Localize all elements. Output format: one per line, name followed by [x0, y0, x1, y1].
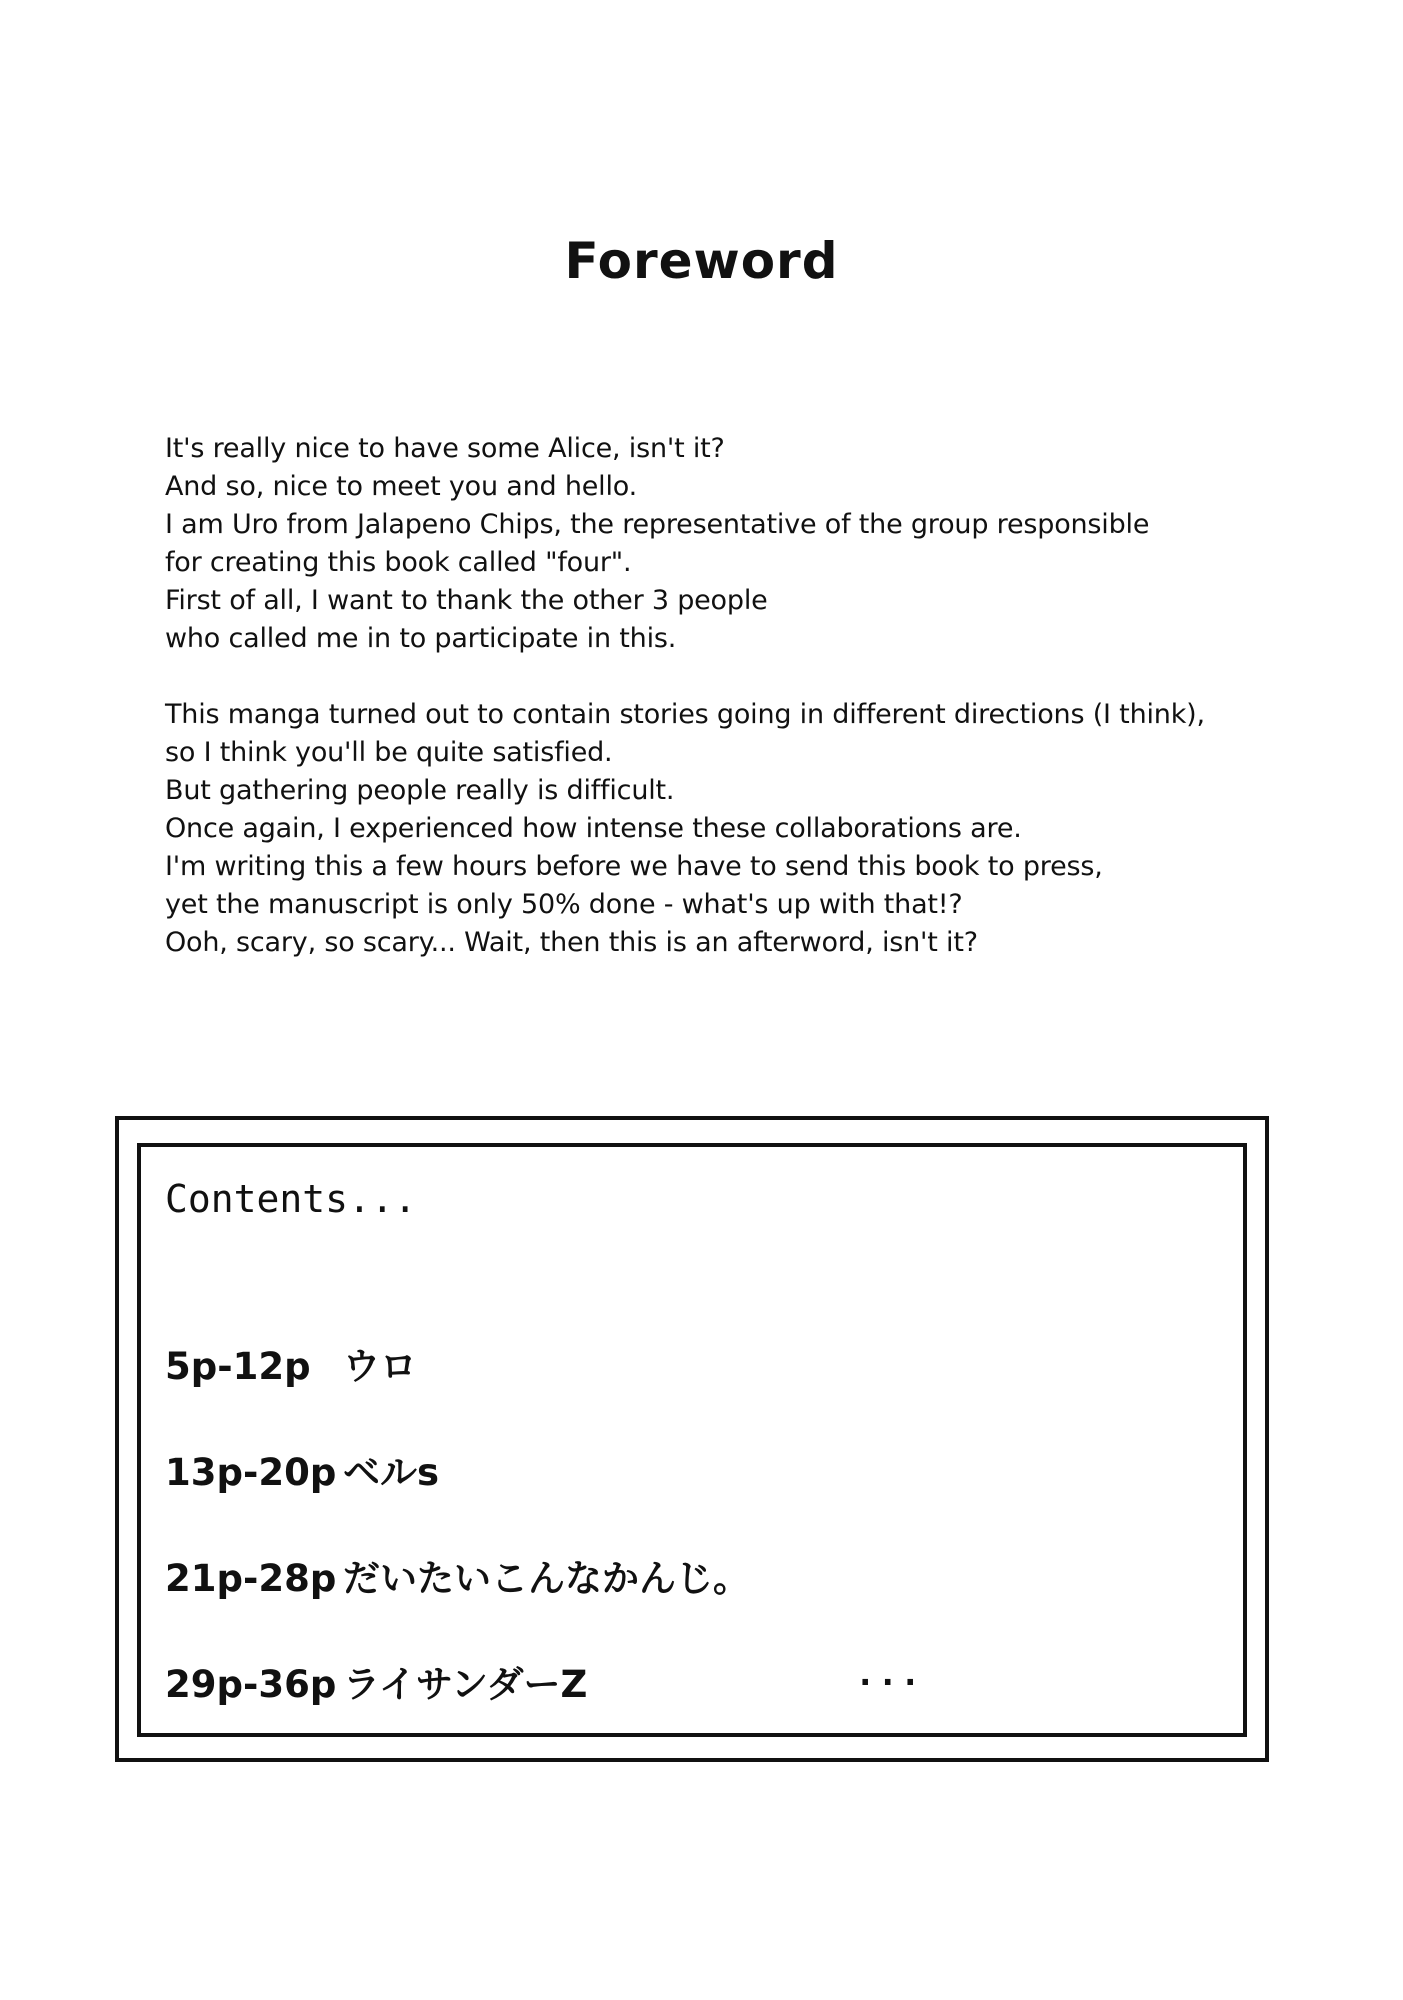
paragraph-line: This manga turned out to contain stories going in different directions (I think), [165, 699, 1205, 730]
toc-page-range: 29p-36p [165, 1663, 337, 1706]
toc-page-range: 21p-28p [165, 1557, 337, 1600]
paragraph-line: I am Uro from Jalapeno Chips, the representative of the group responsible [165, 509, 1150, 540]
paragraph-line: It's really nice to have some Alice, isn't it? [165, 433, 725, 464]
toc-chapter-title: ウロ [343, 1345, 417, 1388]
contents-title: Contents... [165, 1177, 417, 1221]
foreword-title: Foreword [564, 232, 839, 290]
toc-chapter-title: だいたいこんなかんじ。 [343, 1557, 750, 1600]
foreword-paragraph [165, 696, 1345, 924]
paragraph-line: who called me in to participate in this. [165, 623, 677, 654]
toc-entry [165, 1654, 1165, 1704]
toc-page-range: 5p-12p [165, 1345, 311, 1388]
contents-inner-frame [137, 1143, 1247, 1737]
toc-chapter-title: ライサンダーZ [343, 1663, 588, 1706]
paragraph-line: Ooh, scary, so scary... Wait, then this is an afterword, isn't it? [165, 927, 978, 958]
paragraph-line: yet the manuscript is only 50% done - what's up with that!? [165, 889, 963, 920]
paragraph-line: for creating this book called "four". [165, 547, 632, 578]
paragraph-line: First of all, I want to thank the other 3 people [165, 585, 768, 616]
toc-entry [165, 1442, 1165, 1492]
toc-chapter-title: ベルs [343, 1451, 440, 1494]
toc-ellipsis: ... [855, 1654, 923, 1694]
toc-page-range: 13p-20p [165, 1451, 337, 1494]
toc-entry [165, 1336, 1165, 1386]
paragraph-line: I'm writing this a few hours before we have to send this book to press, [165, 851, 1103, 882]
paragraph-line: But gathering people really is difficult. [165, 775, 675, 806]
toc-entry [165, 1548, 1165, 1598]
paragraph-line: so I think you'll be quite satisfied. [165, 737, 613, 768]
foreword-paragraph [165, 924, 1345, 962]
paragraph-line: Once again, I experienced how intense these collaborations are. [165, 813, 1022, 844]
paragraph-line: And so, nice to meet you and hello. [165, 471, 638, 502]
foreword-paragraph [165, 430, 1345, 658]
